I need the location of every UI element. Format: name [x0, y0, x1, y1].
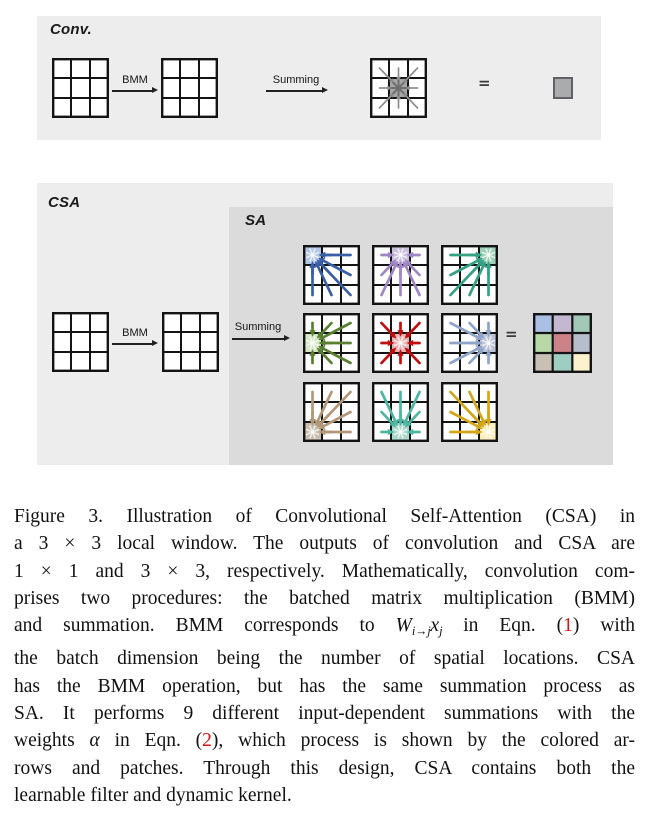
conv-bmm-arrow [112, 90, 152, 92]
csa-bmm-label: BMM [122, 327, 148, 339]
sa-grid-bottom-right [441, 382, 498, 442]
conv-input-grid [52, 58, 109, 118]
sa-grid-bottom-left [303, 382, 360, 442]
caption-line: Figure 3. Illustration of Convolutional Self-Attention (CSA) in [14, 506, 635, 527]
sa-grid-middle-right [441, 313, 498, 373]
caption-line: a 3 × 3 local window. The outputs of convolution and CSA are [14, 533, 635, 555]
csa-output-grid [533, 313, 592, 373]
sa-grid-bottom-center [372, 382, 429, 442]
conv-equals-sign: = [478, 74, 491, 92]
caption-line: SA. It performs 9 different input-dependent summations with the [14, 703, 635, 725]
sa-grid-top-center [372, 245, 429, 305]
csa-summing-arrow [232, 338, 284, 340]
csa-panel-title: CSA [48, 194, 81, 211]
sa-grid-top-left [303, 245, 360, 305]
csa-panel [37, 183, 613, 465]
caption-line: learnable filter and dynamic kernel. [14, 784, 292, 806]
conv-panel [37, 16, 601, 140]
conv-panel-title: Conv. [50, 21, 92, 38]
caption-line: rows and patches. Through this design, CSA contains both the [14, 757, 635, 779]
caption-line: and summation. BMM corresponds to $W_{i\to j}x_j$ in Eqn. (1) with [14, 615, 635, 639]
csa-input-grid [52, 312, 109, 372]
caption-line: has the BMM operation, but has the same summation process as [14, 675, 635, 697]
csa-bmm-output-grid [162, 312, 219, 372]
sa-grid-center [372, 313, 429, 373]
caption-line: prises two procedures: the batched matrix multiplication (BMM) [14, 587, 635, 609]
conv-output-patch [553, 77, 573, 99]
csa-equals-sign: = [505, 325, 518, 343]
sa-grid-middle-left [303, 313, 360, 373]
caption-line: 1 × 1 and 3 × 3, respectively. Mathematically, convolution com- [14, 560, 635, 582]
conv-summing-label: Summing [272, 74, 320, 86]
csa-summing-label: Summing [234, 321, 282, 333]
sa-panel-title: SA [245, 212, 267, 229]
conv-bmm-label: BMM [122, 74, 148, 86]
figure-caption [14, 503, 635, 809]
conv-summation-grid [370, 58, 427, 118]
conv-summing-arrow [266, 90, 322, 92]
sa-panel [229, 207, 613, 465]
csa-bmm-arrow [112, 343, 152, 345]
conv-bmm-output-grid [161, 58, 218, 118]
caption-line: the batch dimension being the number of spatial locations. CSA [14, 648, 635, 670]
sa-grid-top-right [441, 245, 498, 305]
caption-line: weights α in Eqn. (2), which process is shown by the colored ar- [14, 730, 635, 752]
